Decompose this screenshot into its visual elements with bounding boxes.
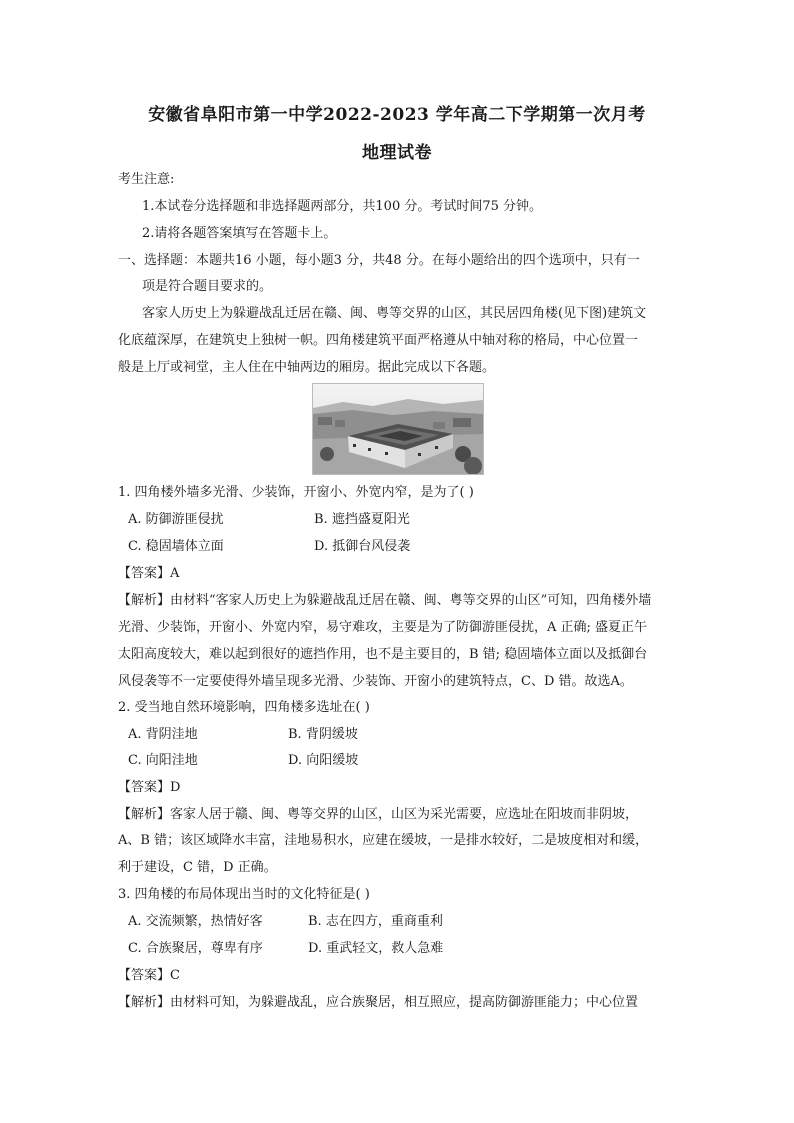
answer: 【答案】D	[118, 780, 181, 795]
option-d: D. 向阳缓坡	[288, 753, 359, 768]
option-c: C. 向阳洼地	[128, 753, 198, 768]
analysis-line: 【解析】客家人居于赣、闽、粤等交界的山区，山区为采光需要，应选址在阳坡而非阴坡，	[118, 807, 639, 822]
section-heading-cont: 项是符合题目要求的。	[142, 279, 273, 294]
option-b: B. 背阴缓坡	[288, 727, 358, 742]
analysis-line: 太阳高度较大，难以起到很好的遮挡作用，也不是主要目的，B 错; 稳固墙体立面以及抵御台	[118, 647, 648, 662]
notice-item: 1.本试卷分选择题和非选择题两部分，共100 分。考试时间75 分钟。	[142, 199, 543, 214]
notice-item: 2.请将各题答案填写在答题卡上。	[142, 226, 337, 241]
analysis-line: A、B 错；该区域降水丰富，洼地易积水，应建在缓坡，一是排水较好，二是坡度相对和缓，	[118, 833, 649, 848]
analysis-line: 【解析】由材料“客家人历史上为躲避战乱迁居在赣、闽、粤等交界的山区”可知，四角楼外墙	[118, 593, 652, 608]
option-d: D. 抵御台风侵袭	[314, 539, 411, 554]
question-stem: 2. 受当地自然环境影响，四角楼多选址在( )	[118, 700, 370, 715]
siujiaolou-photo	[312, 383, 484, 475]
question-stem: 3. 四角楼的布局体现出当时的文化特征是( )	[118, 887, 370, 902]
option-a: A. 交流频繁，热情好客	[128, 914, 263, 929]
passage-line: 般是上厅或祠堂，主人住在中轴两边的厢房。据此完成以下各题。	[118, 360, 496, 375]
option-a: A. 防御游匪侵扰	[128, 512, 224, 527]
exam-title: 安徽省阜阳市第一中学2022-2023 学年高二下学期第一次月考	[148, 105, 646, 125]
analysis-line: 风侵袭等不一定要使得外墙呈现多光滑、少装饰、开窗小的建筑特点，C、D 错。故选A。	[118, 674, 633, 689]
option-c: C. 稳固墙体立面	[128, 539, 224, 554]
passage-line: 客家人历史上为躲避战乱迁居在赣、闽、粤等交界的山区，其民居四角楼(见下图)建筑文	[142, 306, 647, 321]
answer: 【答案】A	[118, 566, 180, 581]
option-c: C. 合族聚居，尊卑有序	[128, 941, 263, 956]
option-d: D. 重武轻文，救人急难	[308, 941, 444, 956]
option-b: B. 志在四方，重商重利	[308, 914, 443, 929]
analysis-line: 【解析】由材料可知，为躲避战乱，应合族聚居，相互照应，提高防御游匪能力；中心位置	[118, 995, 639, 1010]
option-b: B. 遮挡盛夏阳光	[314, 512, 410, 527]
option-a: A. 背阴洼地	[128, 727, 198, 742]
analysis-line: 光滑、少装饰，开窗小、外宽内窄，易守难攻，主要是为了防御游匪侵扰，A 正确; 盛夏正午	[118, 620, 648, 635]
analysis-line: 利于建设，C 错，D 正确。	[118, 860, 277, 875]
question-stem: 1. 四角楼外墙多光滑、少装饰，开窗小、外宽内窄，是为了( )	[118, 485, 474, 500]
exam-subtitle: 地理试卷	[362, 143, 432, 163]
passage-line: 化底蕴深厚，在建筑史上独树一帜。四角楼建筑平面严格遵从中轴对称的格局，中心位置一	[118, 333, 639, 348]
notice-label: 考生注意:	[118, 172, 175, 187]
answer: 【答案】C	[118, 968, 180, 983]
section-heading: 一、选择题：本题共16 小题，每小题3 分，共48 分。在每小题给出的四个选项中，只有一	[118, 253, 640, 268]
